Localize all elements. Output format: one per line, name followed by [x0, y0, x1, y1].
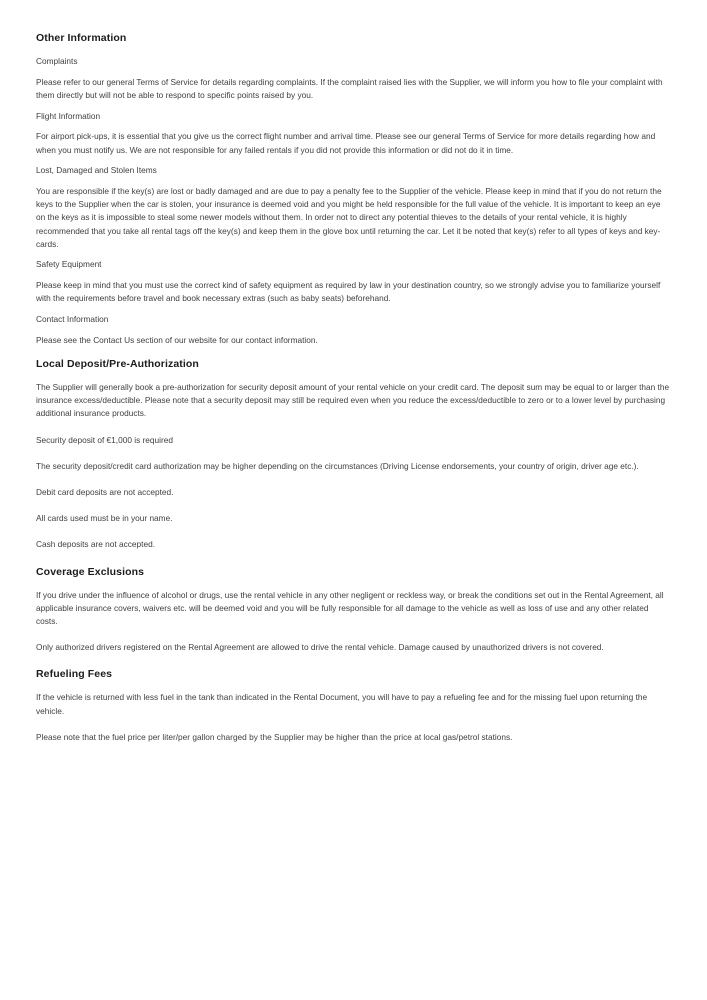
paragraph-complaints: Please refer to our general Terms of Service for details regarding complaints. If the complaint raised lies with the Supplier, we will inform you how to file your complaint with them directly but will not be able to respond to specific points raised by you. [36, 76, 663, 100]
paragraph-coverage-void-conditions: If you drive under the influence of alcohol or drugs, use the rental vehicle in any other negligent or reckless way, or break the conditions set out in the Rental Agreement, all applicable insurance covers, waivers etc. will be deemed void and you will be fully responsible for all damage to the vehicle as well as loss of use and any other related costs. [36, 589, 664, 626]
section-heading-local-deposit: Local Deposit/Pre-Authorization [36, 357, 199, 370]
section-local-deposit-pre-authorization [36, 357, 670, 552]
paragraph-flight-information: For airport pick-ups, it is essential that you give us the correct flight number and arrival time. Please see our general Terms of Service for more details regarding how and when you must notify us. We are not responsible for any failed rentals if you did not provide this information or did not do it in time. [36, 131, 656, 155]
subheading-safety-equipment: Safety Equipment [36, 259, 102, 270]
paragraph-pre-authorization: The Supplier will generally book a pre-authorization for security deposit amount of your rental vehicle on your credit card. The deposit sum may be equal to or larger than the insurance excess/deductible. Please note that a security deposit may still be required even when you reduce the excess/deductible to zero or to a lower level by purchasing additional insurance products. [36, 381, 670, 419]
subheading-flight-information: Flight Information [36, 110, 101, 121]
section-coverage-exclusions [36, 565, 670, 655]
paragraph-security-deposit-amount: Security deposit of €1,000 is required [36, 434, 173, 445]
subheading-contact-information: Contact Information [36, 314, 109, 325]
paragraph-cards-in-your-name: All cards used must be in your name. [36, 513, 173, 524]
subheading-lost-damaged-stolen-items: Lost, Damaged and Stolen Items [36, 165, 157, 176]
section-heading-coverage-exclusions: Coverage Exclusions [36, 565, 145, 578]
section-other-information [36, 31, 670, 347]
section-heading-other-information: Other Information [36, 32, 127, 44]
paragraph-authorized-drivers: Only authorized drivers registered on the Rental Agreement are allowed to drive the rental vehicle. Damage caused by unauthorized drivers is not covered. [36, 642, 604, 653]
paragraph-refueling-fee: If the vehicle is returned with less fuel in the tank than indicated in the Rental Document, you will have to pay a refueling fee and for the missing fuel upon returning the vehicle. [36, 692, 648, 716]
paragraph-fuel-price-note: Please note that the fuel price per liter/per gallon charged by the Supplier may be higher than the price at local gas/petrol stations. [36, 731, 513, 742]
paragraph-deposit-circumstances: The security deposit/credit card authorization may be higher depending on the circumstances (Driving License endorsements, your country of origin, driver age etc.). [36, 460, 639, 471]
paragraph-safety-equipment: Please keep in mind that you must use the correct kind of safety equipment as required by law in your destination country, so we strongly advise you to familiarize yourself with the requirements before travel and book necessary extras (such as baby seats) beforehand. [36, 280, 661, 304]
section-refueling-fees [36, 667, 670, 744]
document-content [36, 31, 670, 744]
section-heading-refueling-fees: Refueling Fees [36, 668, 113, 681]
paragraph-cash-deposits: Cash deposits are not accepted. [36, 539, 155, 550]
paragraph-lost-damaged-stolen-items: You are responsible if the key(s) are lost or badly damaged and are due to pay a penalty fee to the Supplier of the vehicle. Please keep in mind that if you do not return the keys to the Supplier when the car is stolen, your insurance is deemed void and you might be held responsible for the full value of the vehicle. It is important to keep an eye on the keys as it is impossible to steal some newer models without them. In order not to direct any potential thieves to the details of your rental vehicle, it is highly recommended that you take all rental tags off the key(s) and keep them in the glove box until returning the car. Let it be noted that key(s) refer to all types of keys and key-cards. [36, 185, 662, 249]
paragraph-contact-information: Please see the Contact Us section of our website for our contact information. [36, 334, 318, 345]
subheading-complaints: Complaints [36, 56, 78, 66]
paragraph-debit-card-deposits: Debit card deposits are not accepted. [36, 486, 174, 497]
